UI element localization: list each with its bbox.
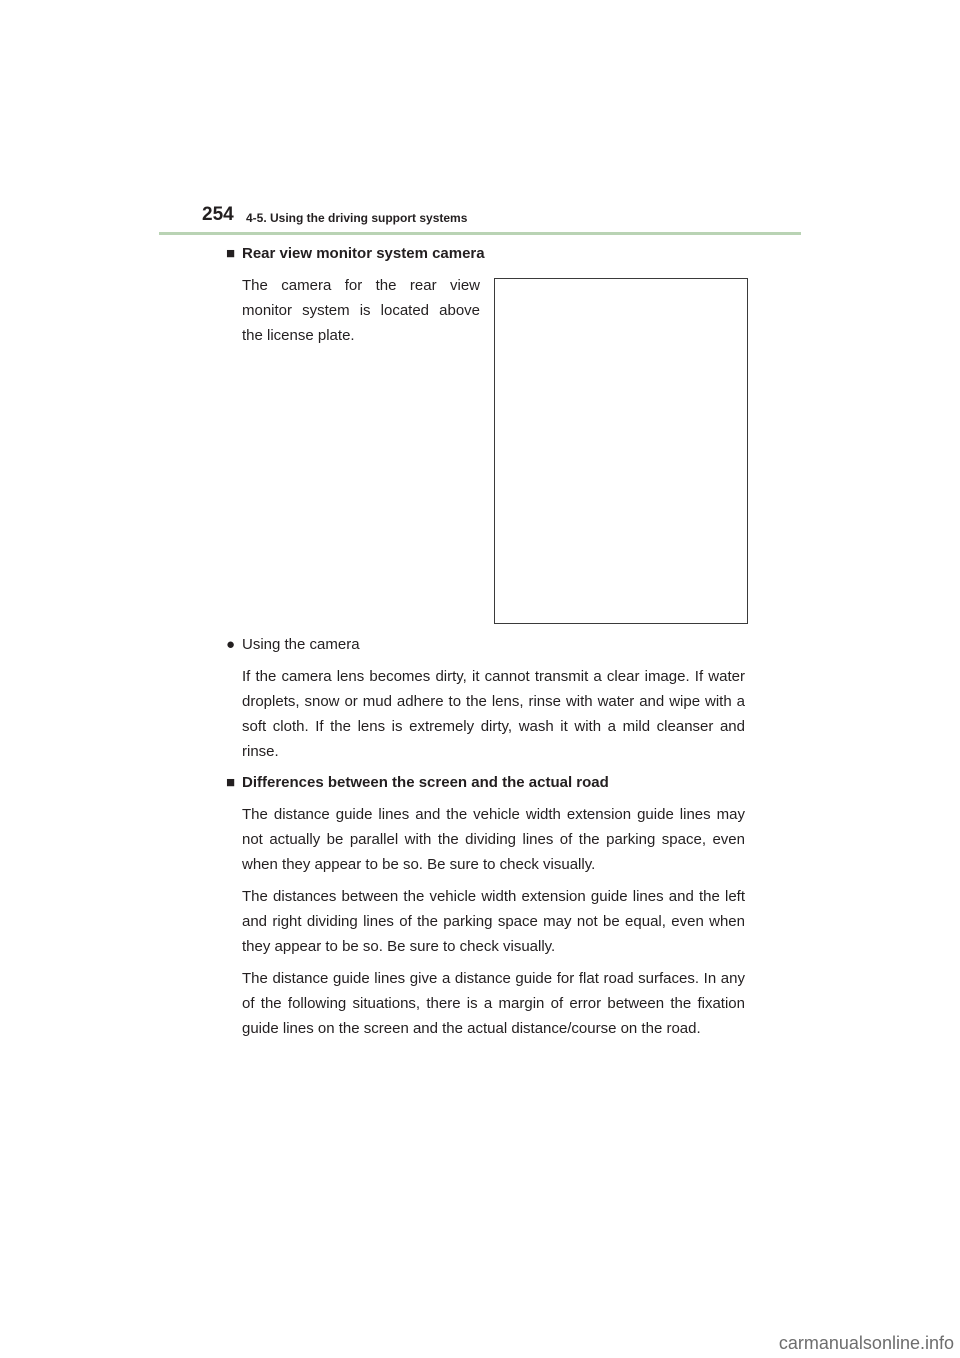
section-title: 4-5. Using the driving support systems bbox=[246, 211, 468, 225]
page-number: 254 bbox=[202, 204, 234, 225]
round-bullet-icon: ● bbox=[226, 636, 236, 653]
differences-heading bbox=[226, 773, 609, 793]
camera-description: The camera for the rear view monitor system is located above the license plate. bbox=[242, 277, 480, 344]
differences-paragraph-3: The distance guide lines give a distance guide for flat road surfaces. In any of the following situations, there is a margin of error between the fixation guide lines on the screen and the actual distance/course on the road. bbox=[242, 970, 745, 1037]
square-bullet-icon: ■ bbox=[226, 245, 236, 262]
watermark: carmanualsonline.info bbox=[778, 1333, 954, 1353]
using-camera-heading bbox=[226, 635, 360, 655]
differences-paragraph-2: The distances between the vehicle width extension guide lines and the left and right dividing lines of the parking space may not be equal, even when they appear to be so. Be sure to check visually. bbox=[242, 888, 745, 955]
camera-heading bbox=[226, 244, 485, 264]
using-camera-paragraph: If the camera lens becomes dirty, it cannot transmit a clear image. If water droplets, snow or mud adhere to the lens, rinse with water and wipe with a soft cloth. If the lens is extremely dirty, wash it with a mild cleanser and rinse. bbox=[242, 668, 745, 760]
camera-location-image bbox=[494, 278, 748, 624]
header-divider bbox=[159, 232, 801, 235]
differences-heading-text: Differences between the screen and the actual road bbox=[242, 774, 609, 791]
camera-heading-text: Rear view monitor system camera bbox=[242, 245, 485, 262]
using-camera-heading-text: Using the camera bbox=[242, 636, 360, 653]
differences-paragraph-1: The distance guide lines and the vehicle width extension guide lines may not actually be parallel with the dividing lines of the parking space, even when they appear to be so. Be sure to check visually. bbox=[242, 806, 745, 873]
square-bullet-icon: ■ bbox=[226, 774, 236, 791]
